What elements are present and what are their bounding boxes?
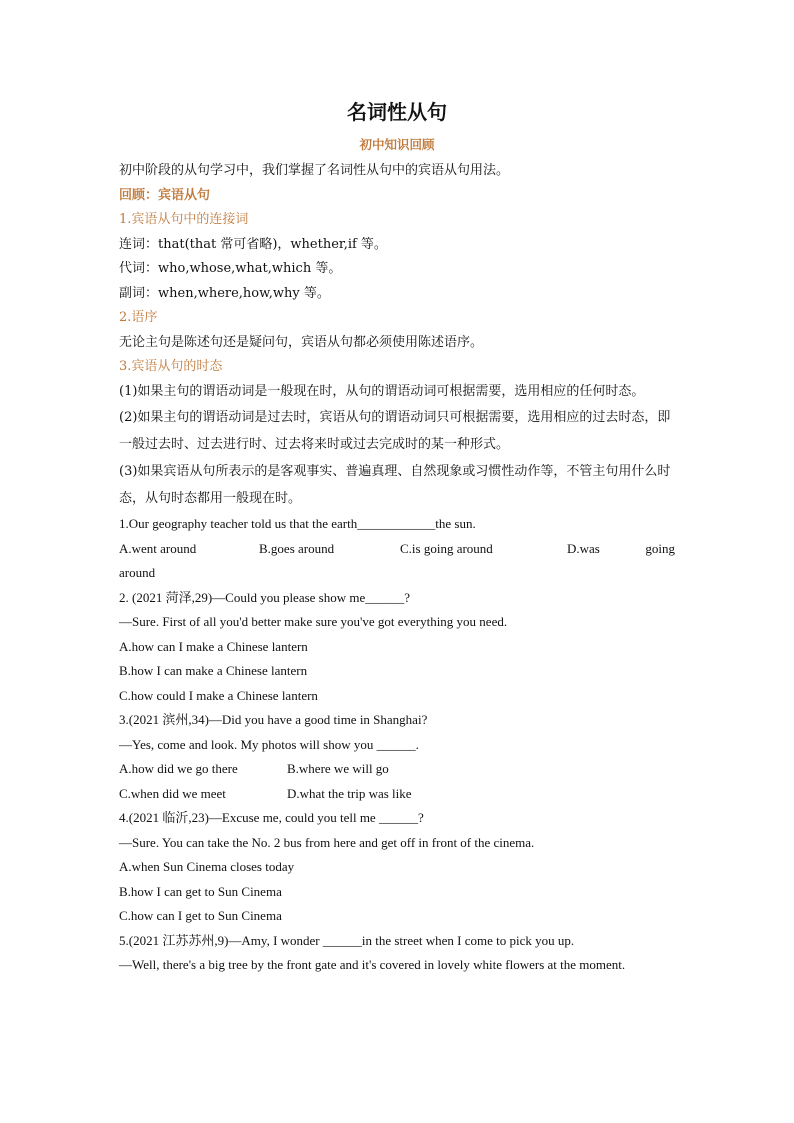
question-1-option-c: C.is going around — [400, 540, 493, 556]
question-2-reply: —Sure. First of all you'd better make sure you've got everything you need. — [119, 614, 508, 629]
question-3-reply: —Yes, come and look. My photos will show you ______. — [119, 736, 419, 752]
page-title: 名词性从句 — [347, 100, 447, 124]
question-2-option-b: B.how I can make a Chinese lantern — [119, 663, 308, 678]
question-3-options-row-1 — [119, 757, 675, 782]
question-1-option-d-wrap: around — [119, 565, 156, 580]
tense-rule-1: (1)如果主句的谓语动词是一般现在时，从句的谓语动词可根据需要，选用相应的任何时态。 — [119, 383, 645, 399]
question-2-option-a: A.how can I make a Chinese lantern — [119, 638, 308, 654]
intro-text: 初中阶段的从句学习中，我们掌握了名词性从句中的宾语从句用法。 — [119, 163, 510, 178]
question-2-stem: 2. (2021 菏泽,29)—Could you please show me______? — [119, 589, 411, 605]
question-4-reply: —Sure. You can take the No. 2 bus from here and get off in front of the cinema. — [119, 834, 535, 850]
section-subtitle: 初中知识回顾 — [359, 137, 435, 152]
question-4-stem: 4.(2021 临沂,23)—Excuse me, could you tell me ______? — [119, 810, 424, 825]
question-3-option-a: A.how did we go there — [119, 761, 238, 776]
question-1-options — [119, 537, 675, 562]
adverb-line: 副词：when,where,how,why 等。 — [119, 285, 330, 301]
document-content — [119, 96, 675, 978]
question-3-option-c: C.when did we meet — [119, 785, 226, 801]
question-1-option-b: B.goes around — [259, 540, 335, 556]
section-2-heading: 2.语序 — [119, 310, 158, 325]
question-3-option-b: B.where we will go — [287, 761, 389, 776]
question-5-reply: —Well, there's a big tree by the front gate and it's covered in lovely white flowers at the moment. — [119, 957, 626, 972]
conjunction-line: 连词：that(that 常可省略)，whether,if 等。 — [119, 236, 387, 252]
question-3-options-row-2 — [119, 782, 675, 807]
question-1-stem: 1.Our geography teacher told us that the earth____________the sun. — [119, 516, 476, 531]
question-1-option-d-cont: going — [645, 540, 675, 556]
pronoun-line: 代词：who,whose,what,which 等。 — [119, 261, 342, 276]
section-1-heading: 1.宾语从句中的连接词 — [119, 212, 249, 227]
question-4-option-b: B.how I can get to Sun Cinema — [119, 883, 282, 899]
word-order-text: 无论主句是陈述句还是疑问句，宾语从句都必须使用陈述语序。 — [119, 334, 484, 350]
tense-rule-3: (3)如果宾语从句所表示的是客观事实、普遍真理、自然现象或习惯性动作等，不管主句用什么时态，从句时态都用一般现在时。 — [119, 464, 671, 506]
review-heading: 回顾：宾语从句 — [119, 187, 211, 203]
tense-rule-2: (2)如果主句的谓语动词是过去时，宾语从句的谓语动词只可根据需要，选用相应的过去时态，即一般过去时、过去进行时、过去将来时或过去完成时的某一种形式。 — [119, 410, 671, 452]
question-3-option-d: D.what the trip was like — [287, 785, 412, 801]
question-4-option-a: A.when Sun Cinema closes today — [119, 859, 295, 874]
question-5-stem: 5.(2021 江苏苏州,9)—Amy, I wonder ______in the street when I come to pick you up. — [119, 932, 575, 948]
section-3-heading: 3.宾语从句的时态 — [119, 359, 223, 374]
question-1-option-d: D.was — [567, 540, 600, 556]
question-1-option-a: A.went around — [119, 540, 197, 556]
question-3-stem: 3.(2021 滨州,34)—Did you have a good time in Shanghai? — [119, 712, 428, 727]
question-4-option-c: C.how can I get to Sun Cinema — [119, 908, 282, 923]
question-2-option-c: C.how could I make a Chinese lantern — [119, 687, 318, 703]
